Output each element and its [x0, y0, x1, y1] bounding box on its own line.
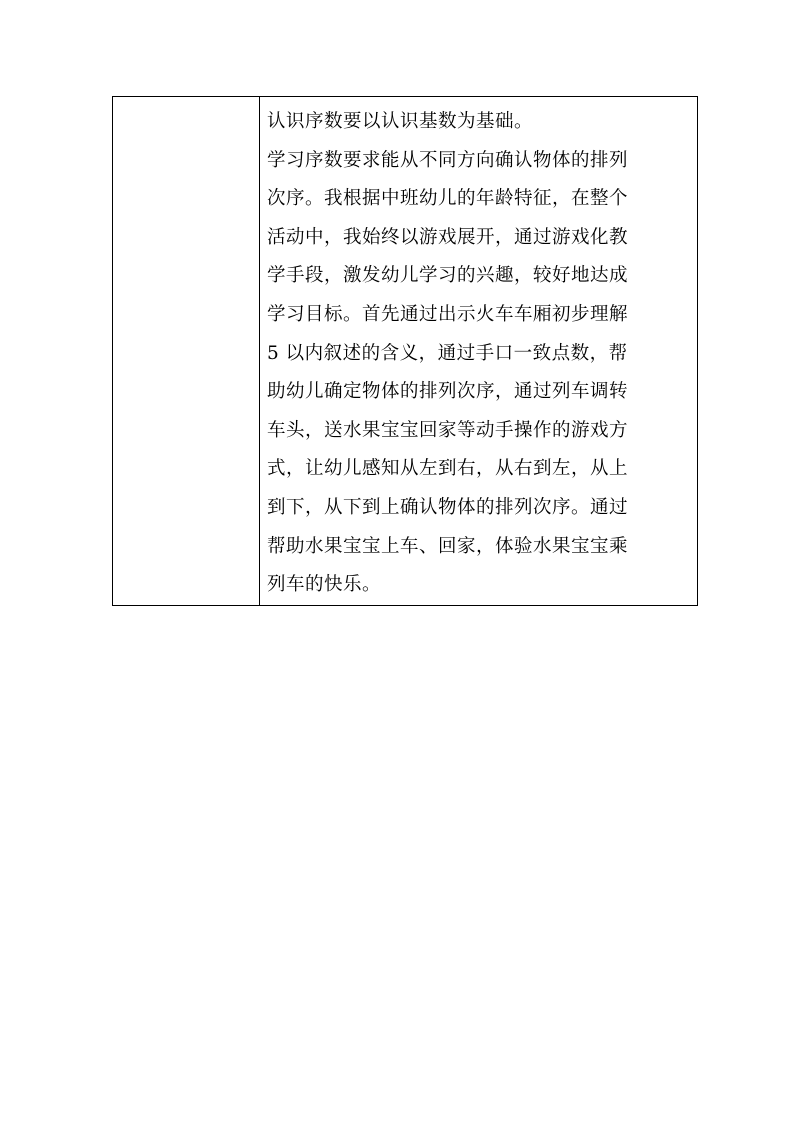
- reflection-table: [112, 96, 698, 606]
- text-line: 学手段，激发幼儿学习的兴趣，较好地达成: [267, 265, 629, 287]
- text-line: 活动中，我始终以游戏展开，通过游戏化教: [267, 226, 629, 248]
- text-line: 车头，送水果宝宝回家等动手操作的游戏方: [267, 419, 629, 441]
- text-line: 列车的快乐。: [267, 574, 382, 596]
- content-text: [260, 97, 697, 605]
- text-line: 到下，从下到上确认物体的排列次序。通过: [267, 496, 629, 518]
- table-row: [113, 97, 698, 606]
- text-line: 式，让幼儿感知从左到右，从右到左，从上: [267, 458, 629, 480]
- text-line: 帮助水果宝宝上车、回家，体验水果宝宝乘: [267, 535, 629, 557]
- text-line: 5 以内叙述的含义，通过手口一致点数，帮: [267, 342, 628, 364]
- content-cell: [260, 97, 698, 606]
- text-line: 学习目标。首先通过出示火车车厢初步理解: [267, 303, 629, 325]
- label-cell: [113, 97, 260, 606]
- text-line: 认识序数要以认识基数为基础。: [267, 111, 534, 132]
- text-line: 学习序数要求能从不同方向确认物体的排列: [267, 149, 629, 171]
- text-line: 助幼儿确定物体的排列次序，通过列车调转: [267, 381, 629, 403]
- text-line: 次序。我根据中班幼儿的年龄特征，在整个: [267, 188, 629, 210]
